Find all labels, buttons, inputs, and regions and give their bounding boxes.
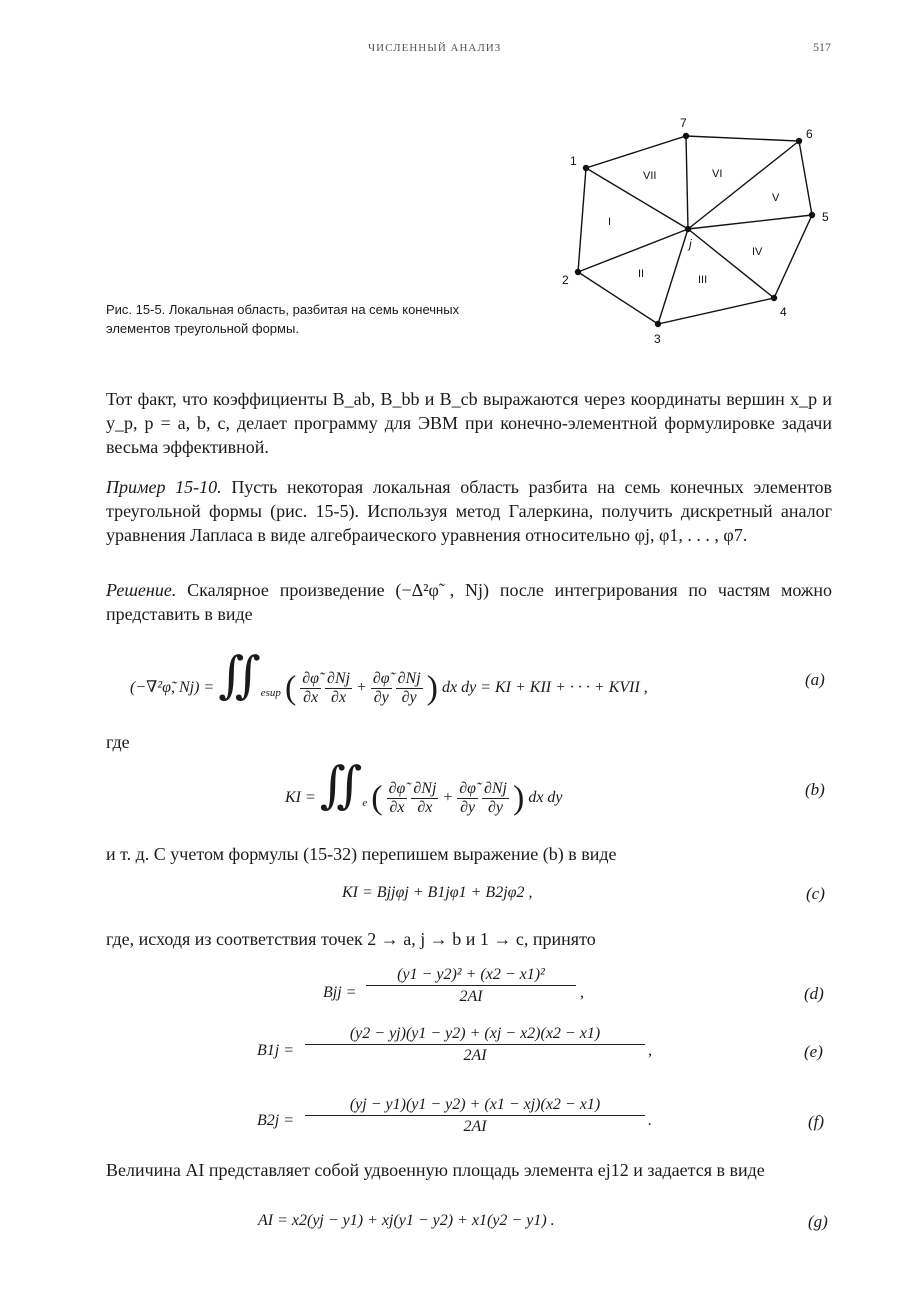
eq-label-d: (d)	[804, 984, 824, 1003]
node-3	[655, 321, 661, 327]
element-label-I: I	[608, 216, 612, 228]
node-6	[796, 138, 802, 144]
solution-text: Скалярное произведение (−Δ²φ̃ , Nj) после интегрирования по частям можно представить в виде	[106, 580, 833, 624]
eq-label-a: (a)	[805, 670, 825, 689]
eq-d-denominator: 2AI	[459, 988, 483, 1005]
running-title: ЧИСЛЕННЫЙ АНАЛИЗ	[368, 42, 502, 54]
frac-dx: ∂x	[303, 688, 319, 706]
eq-f-tail: .	[648, 1112, 652, 1129]
element-label-IV: IV	[752, 246, 763, 258]
mesh-figure	[540, 105, 840, 345]
element-label-V: V	[772, 192, 780, 204]
eq-e-numerator: (y2 − yj)(y1 − y2) + (xj − x2)(x2 − x1)	[305, 1025, 645, 1045]
node-label-j: j	[689, 237, 692, 251]
eq-e-tail: ,	[648, 1042, 652, 1059]
mesh-edges	[578, 136, 812, 324]
eq-e-denominator: 2AI	[463, 1047, 487, 1064]
node-4	[771, 295, 777, 301]
node-label-4: 4	[780, 305, 787, 319]
eq-e-lhs: B1j =	[257, 1042, 295, 1059]
equation-c: KI = Bjjφj + B1jφ1 + B2jφ2 ,	[342, 884, 533, 901]
eq-d-numerator: (y1 − y2)² + (x2 − x1)²	[366, 966, 576, 986]
eq-f-denominator: 2AI	[463, 1118, 487, 1135]
where-1: где	[106, 732, 130, 752]
eq-d-fraction	[366, 966, 576, 1006]
eq-label-b: (b)	[805, 780, 825, 799]
element-label-VII: VII	[643, 170, 657, 182]
eq-label-e: (e)	[804, 1042, 823, 1061]
frac-dphi: ∂φ̃	[372, 669, 390, 687]
eq-b-rhs: dx dy	[528, 789, 563, 806]
eq-b-domain: e	[362, 797, 368, 809]
example-paragraph	[106, 475, 832, 547]
frac-dy: ∂y	[373, 688, 389, 706]
eq-f-numerator: (yj − y1)(y1 − y2) + (x1 − xj)(x2 − x1)	[305, 1096, 645, 1116]
eq-a-domain: esup	[260, 687, 281, 699]
example-title: Пример 15-10.	[106, 477, 222, 497]
frac-dNj: ∂Nj	[397, 669, 421, 687]
node-label-3: 3	[654, 332, 661, 345]
eq-a-rhs: dx dy = KI + KII + · · · + KVII ,	[441, 679, 648, 696]
page-number: 517	[813, 40, 831, 54]
node-label-7: 7	[680, 116, 687, 130]
example-text: Пусть некоторая локальная область разбита на семь конечных элементов треугольной формы (рис. 15-5). Используя метод Галеркина, получить дискретный аналог уравнения Лапласа в виде алгебраического уравнения относительно φj, φ1, . . . , φ7.	[106, 477, 832, 545]
eq-b-lhs: KI =	[285, 789, 316, 806]
text-before-d: где, исходя из соответствия точек 2 → a, j → b и 1 → c, принято	[106, 929, 596, 949]
eq-a-lhs: (−∇²φ̃, Nj) =	[130, 679, 215, 696]
text-before-c: и т. д. С учетом формулы (15-32) перепишем выражение (b) в виде	[106, 844, 617, 864]
equation-a: (−∇²φ̃, $Nj) = ∬_{esup}$ ( $\frac{\partial\varphĩ}{\partial x}$ $\frac{\partial Nj}{\partial x}$ + $\frac{\partial\varphĩ}{\partial y}$ $\frac{\partial Nj}{\partial y}$ ) dx dy = KI + KII + · · · + KVII ,	[130, 647, 648, 707]
eq-label-c: (c)	[806, 884, 825, 903]
node-j	[685, 226, 691, 232]
node-2	[575, 269, 581, 275]
node-1	[583, 165, 589, 171]
solution-paragraph	[106, 578, 832, 626]
element-label-VI: VI	[712, 168, 723, 180]
element-label-II: II	[638, 268, 645, 280]
equation-g: AI = x2(yj − y1) + xj(y1 − y2) + x1(y2 − y1) .	[258, 1212, 555, 1229]
node-label-2: 2	[562, 273, 569, 287]
element-label-III: III	[698, 274, 708, 286]
eq-e-fraction	[305, 1025, 645, 1065]
frac-dx: ∂x	[331, 688, 347, 706]
frac-dNj: ∂Nj	[327, 669, 351, 687]
node-label-5: 5	[822, 210, 829, 224]
eq-f-lhs: B2j =	[257, 1112, 295, 1129]
figure-caption: Рис. 15-5. Локальная область, разбитая на семь конечных элементов треугольной формы.	[106, 302, 460, 336]
frac-dy: ∂y	[401, 688, 417, 706]
equation-b: KI = $∬_e$ ( $\frac{\partial\varphĩ}{\partial x}$ $\frac{\partial Nj}{\partial x}$ + $\frac{\partial\varphĩ}{\partial y}$ $\frac{\partial Nj}{\partial y}$ ) dx dy	[285, 757, 563, 817]
eq-label-f: (f)	[808, 1112, 825, 1131]
frac-dphi: ∂φ̃	[302, 669, 320, 687]
eq-d-lhs: Bjj =	[323, 984, 357, 1001]
eq-f-fraction	[305, 1096, 645, 1136]
eq-label-g: (g)	[808, 1212, 828, 1231]
solution-title: Решение.	[106, 580, 177, 600]
node-5	[809, 212, 815, 218]
eq-d-tail: ,	[580, 984, 584, 1001]
paragraph-1: Тот факт, что коэффициенты B_ab, B_bb и B_cb выражаются через координаты вершин x_p и y_p, p = a, b, c, делает программу для ЭВМ при конечно-элементной формулировке задачи весьма эффективной.	[106, 389, 832, 457]
node-label-6: 6	[806, 127, 813, 141]
node-label-1: 1	[570, 154, 577, 168]
mesh-nodes	[575, 133, 815, 327]
node-7	[683, 133, 689, 139]
text-before-g: Величина AI представляет собой удвоенную площадь элемента ej12 и задается в виде	[106, 1160, 765, 1180]
